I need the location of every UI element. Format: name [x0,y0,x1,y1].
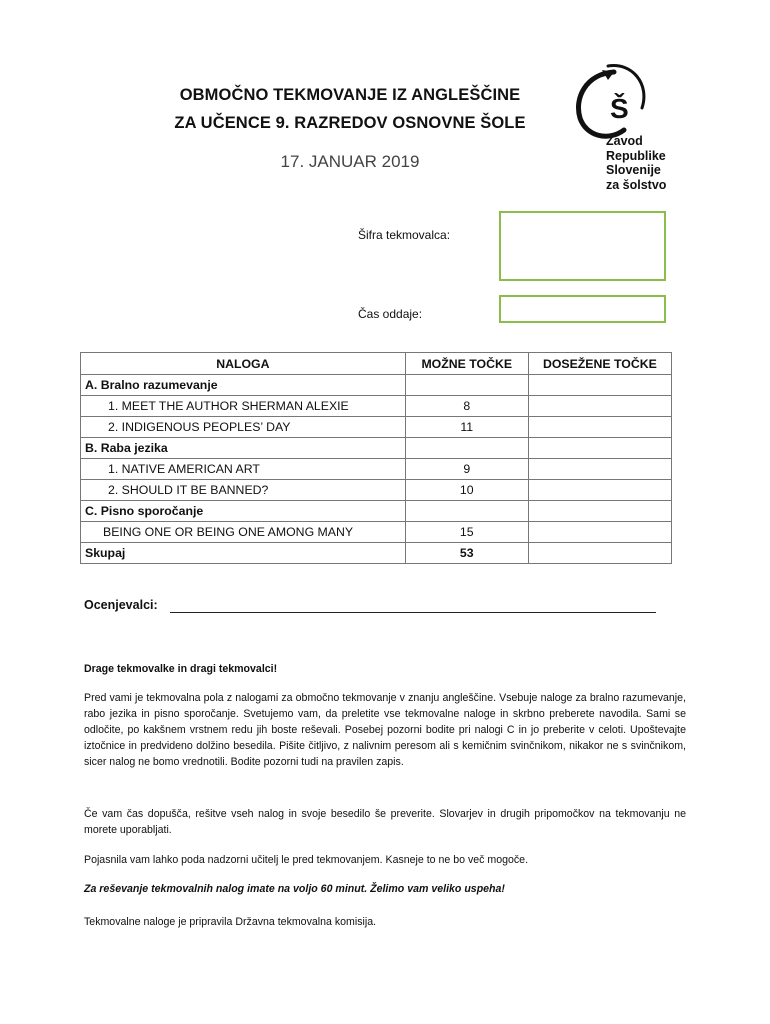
points-a2: 11 [405,417,528,438]
score-cell[interactable] [528,459,671,480]
score-cell[interactable] [528,375,671,396]
table-row [81,417,672,438]
section-c-label: C. Pisno sporočanje [81,501,406,522]
points-b1: 9 [405,459,528,480]
cell [405,438,528,459]
instructions-p2: Če vam čas dopušča, rešitve vseh nalog in svoje besedilo še preverite. Slovarjev in drugih pripomočkov na tekmovanju ne morete uporabljati. [84,808,686,836]
time-label: Čas oddaje: [358,307,423,321]
task-c1: BEING ONE OR BEING ONE AMONG MANY [81,522,406,543]
score-table [80,352,672,564]
task-a1: 1. MEET THE AUTHOR SHERMAN ALEXIE [81,396,406,417]
section-a-label: A. Bralno razumevanje [81,375,406,396]
graders-line[interactable] [170,612,656,613]
total-points: 53 [405,543,528,564]
score-cell[interactable] [528,438,671,459]
instructions-p5: Tekmovalne naloge je pripravila Državna tekmovalna komisija. [84,916,377,928]
instructions-p1: Pred vami je tekmovalna pola z nalogami za območno tekmovanje v znanju angleščine. Vsebuje naloge za bralno razumevanje, rabo jezika in pisno sporočanje. Svetujemo vam, da preletite vse tekmovalne naloge in skrbno preberete navodila. Sami se odločite, po kakšnem vrstnem redu jih boste reševali. Posebej pozorni bodite pri nalogi C in jo preberite v celoti. Upoštevajte iztočnice in predvideno dolžino besedila. Pišite čitljivo, z nalivnim peresom ali s kemičnim svinčnikom, nikakor ne s svinčnikom, sicer nalog ne bomo vrednotili. Bodite pozorni tudi na pravilen zapis. [84,692,686,768]
logo-line: Zavod [606,134,643,148]
score-cell[interactable] [528,417,671,438]
instructions-p4: Za reševanje tekmovalnih nalog imate na voljo 60 minut. Želimo vam veliko uspeha! [84,883,505,895]
section-b-label: B. Raba jezika [81,438,406,459]
header-possible-points: MOŽNE TOČKE [405,353,528,375]
page-title-line2: ZA UČENCE 9. RAZREDOV OSNOVNE ŠOLE [174,114,526,132]
table-header-row [81,353,672,375]
task-b1: 1. NATIVE AMERICAN ART [81,459,406,480]
logo-line: Republike [606,148,666,163]
table-row [81,543,672,564]
score-cell[interactable] [528,501,671,522]
code-input[interactable] [499,211,666,281]
points-a1: 8 [405,396,528,417]
instructions-p3: Pojasnila vam lahko poda nadzorni učitelj le pred tekmovanjem. Kasneje to ne bo več mogoče. [84,854,529,866]
table-row [81,438,672,459]
score-cell[interactable] [528,480,671,501]
table-row [81,501,672,522]
cell [405,501,528,522]
points-c1: 15 [405,522,528,543]
table-row [81,396,672,417]
greeting: Drage tekmovalke in dragi tekmovalci! [84,663,278,675]
task-a2: 2. INDIGENOUS PEOPLES’ DAY [81,417,406,438]
exam-date: 17. JANUAR 2019 [280,152,420,171]
table-row [81,375,672,396]
graders-label: Ocenjevalci: [84,598,158,612]
table-row [81,522,672,543]
task-b2: 2. SHOULD IT BE BANNED? [81,480,406,501]
score-cell[interactable] [528,543,671,564]
table-row [81,459,672,480]
header-task: NALOGA [81,353,406,375]
logo-line: Slovenije [606,163,661,177]
score-cell[interactable] [528,396,671,417]
cell [405,375,528,396]
total-label: Skupaj [81,543,406,564]
code-label: Šifra tekmovalca: [358,228,451,242]
logo-letter: Š [610,93,629,124]
score-cell[interactable] [528,522,671,543]
table-row [81,480,672,501]
points-b2: 10 [405,480,528,501]
page-title-line1: OBMOČNO TEKMOVANJE IZ ANGLEŠČINE [179,86,521,104]
time-input[interactable] [499,295,666,323]
header-achieved-points: DOSEŽENE TOČKE [528,353,671,375]
logo-line: za šolstvo [606,177,667,192]
logo-text [606,134,666,192]
